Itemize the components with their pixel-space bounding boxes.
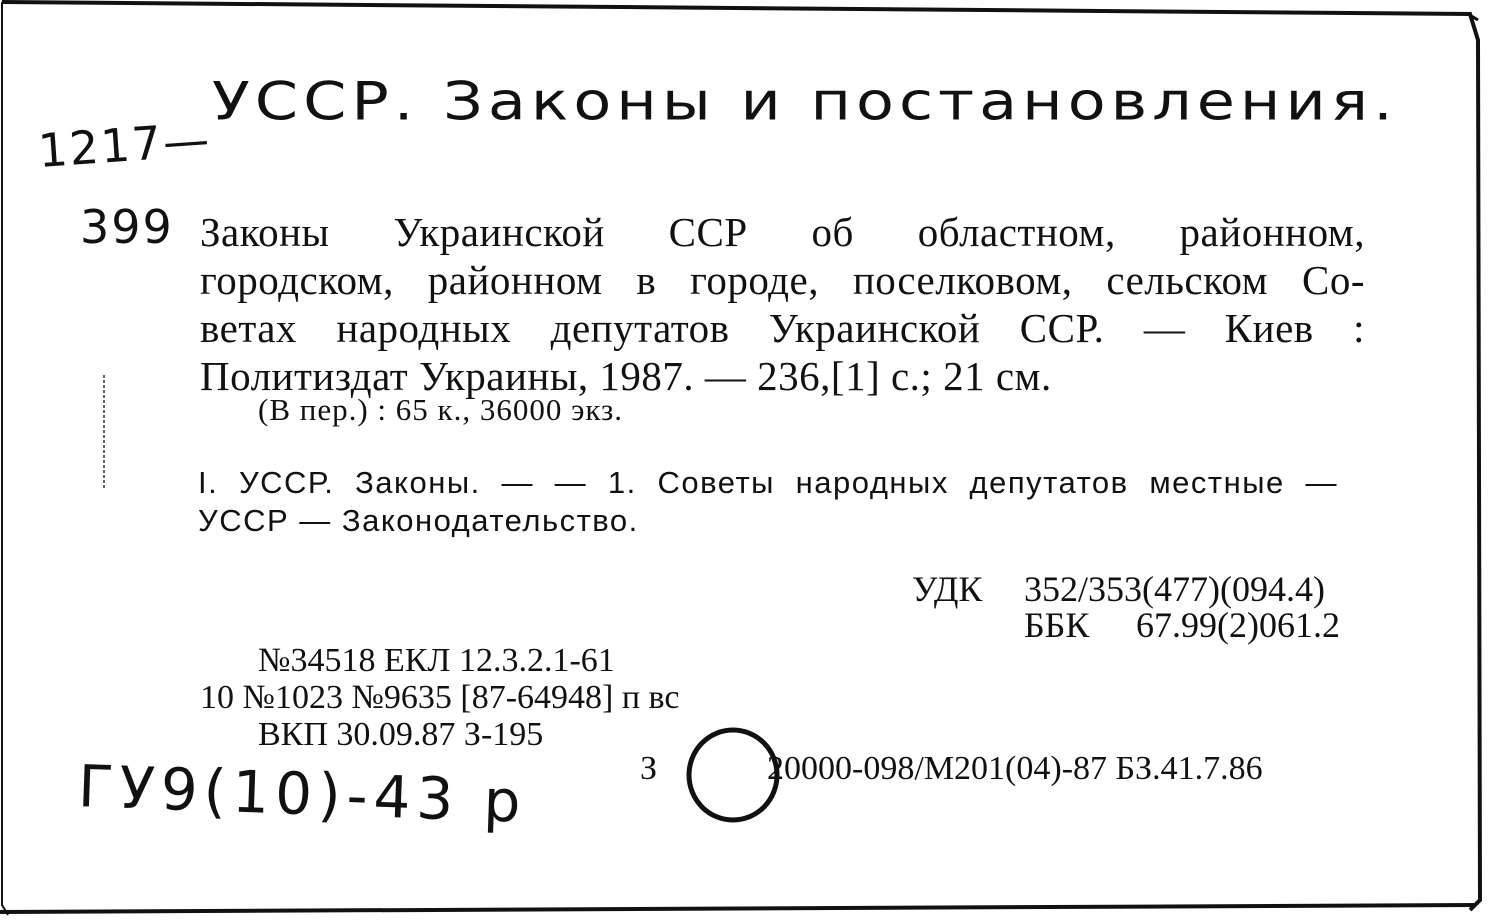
tracing-line-1: I. УССР. Законы. — — 1. Советы народных депутатов местные — <box>198 465 1338 500</box>
udk-value: 352/353(477)(094.4) <box>1024 569 1325 609</box>
entry-line-3: ветах народных депутатов Украинской ССР. — Киев : <box>200 305 1365 351</box>
entry-line-2: городском, районном в городе, поселковом, сельском Со- <box>200 257 1365 303</box>
handwritten-bottom-code: ГУ9(10)-43 р <box>76 752 528 836</box>
subject-tracings <box>198 464 1338 540</box>
price-and-print-run: (В пер.) : 65 к., 36000 экз. <box>258 392 624 427</box>
bibliographic-entry <box>200 208 1365 400</box>
bbk-classification <box>1024 604 1340 646</box>
codes-line-2-prefix: 10 <box>200 679 234 716</box>
isbn-prefix: З <box>640 750 658 787</box>
entry-line-1: Законы Украинской ССР об областном, районном, <box>200 209 1365 255</box>
entry-line-4: Политиздат Украины, 1987. — 236,[1] с.; 21 см. <box>200 353 1052 399</box>
bbk-value: 67.99(2)061.2 <box>1136 605 1340 645</box>
tracing-line-2: УССР — Законодательство. <box>198 503 639 538</box>
handwritten-heading: УССР. Законы и постановления. <box>212 70 1398 133</box>
udk-label: УДК <box>912 569 983 609</box>
shelf-mark-line-1: 1217— <box>36 112 213 178</box>
isbn-value: 20000-098/М201(04)-87 БЗ.41.7.86 <box>767 750 1263 787</box>
isbn-line <box>640 750 1263 788</box>
bbk-label: ББК <box>1024 605 1090 645</box>
catalog-codes <box>200 642 680 753</box>
codes-line-3: ВКП 30.09.87 З-195 <box>258 716 544 753</box>
codes-line-1: №34518 ЕКЛ 12.3.2.1-61 <box>258 642 615 679</box>
shelf-mark-line-2: 399 <box>80 200 174 254</box>
codes-line-2: №1023 №9635 [87-64948] п вс <box>242 679 680 716</box>
